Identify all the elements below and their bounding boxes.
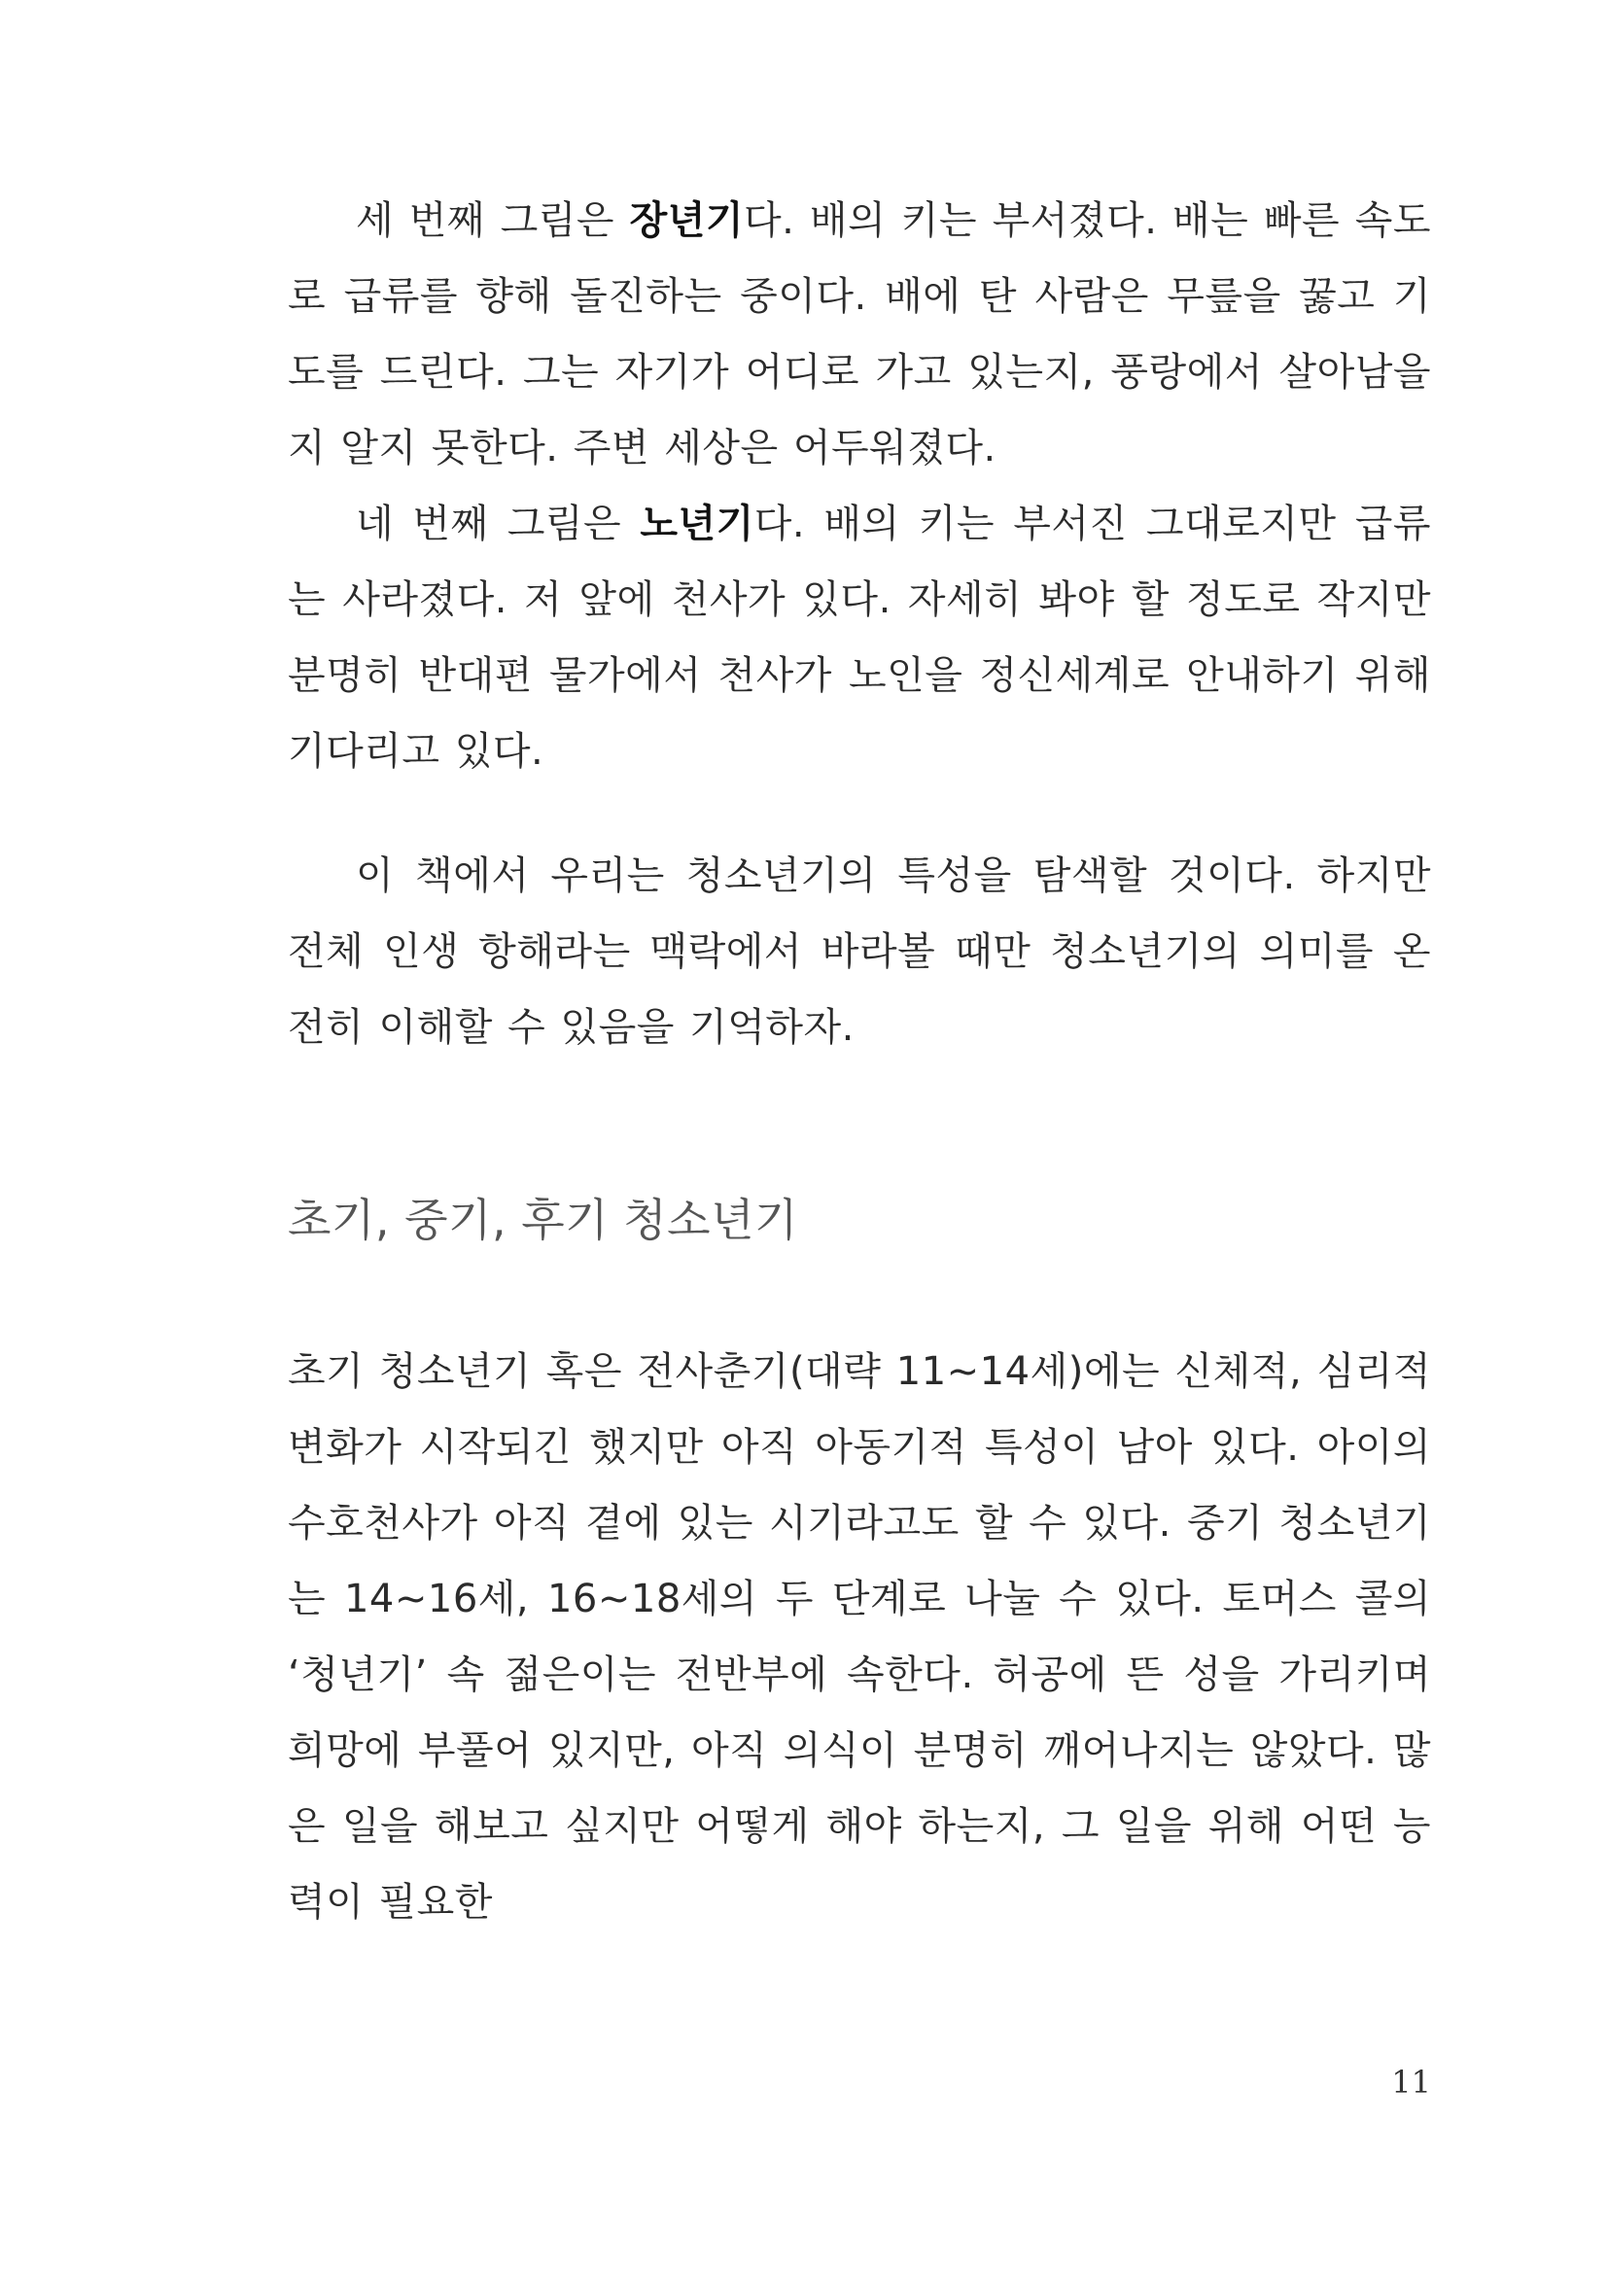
paragraph-text: 다. 배의 키는 부서졌다. 배는 빠른 속도로 급류를 향해 돌진하는 중이다. 배에 탄 사람은 무릎을 꿇고 기도를 드린다. 그는 자기가 어디로 가고 있는지, 풍랑에서 살아남을지 알지 못한다. 주변 세상은 어두워졌다. bbox=[288, 198, 1431, 470]
paragraph-fourth-picture bbox=[288, 486, 1431, 789]
paragraph-group-life-stages bbox=[288, 183, 1431, 789]
bold-term-old-age: 노년기 bbox=[640, 502, 754, 546]
paragraph-text: 네 번째 그림은 bbox=[356, 502, 641, 546]
paragraph-book-purpose: 이 책에서 우리는 청소년기의 특성을 탐색할 것이다. 하지만 전체 인생 항해라는 맥락에서 바라볼 때만 청소년기의 의미를 온전히 이해할 수 있음을 기억하자. bbox=[288, 853, 1431, 1050]
section-heading: 초기, 중기, 후기 청소년기 bbox=[288, 1194, 798, 1246]
paragraph-text: 다. 배의 키는 부서진 그대로지만 급류는 사라졌다. 저 앞에 천사가 있다. 자세히 봐야 할 정도로 작지만 분명히 반대편 물가에서 천사가 노인을 정신세계로 안내하기 위해 기다리고 있다. bbox=[288, 502, 1431, 774]
paragraph-group-book-purpose bbox=[288, 838, 1431, 1065]
page-number: 11 bbox=[1391, 2064, 1431, 2101]
paragraph-group-adolescence-stages bbox=[288, 1334, 1431, 1940]
paragraph-early-adolescence: 초기 청소년기 혹은 전사춘기(대략 11~14세)에는 신체적, 심리적 변화가 시작되긴 했지만 아직 아동기적 특성이 남아 있다. 아이의 수호천사가 아직 곁에 있는 시기라고도 할 수 있다. 중기 청소년기는 14~16세, 16~18세의 두 단계로 나눌 수 있다. 토머스 콜의 ‘청년기’ 속 젊은이는 전반부에 속한다. 허공에 뜬 성을 가리키며 희망에 부풀어 있지만, 아직 의식이 분명히 깨어나지는 않았다. 많은 일을 해보고 싶지만 어떻게 해야 하는지, 그 일을 위해 어떤 능력이 필요한 bbox=[288, 1349, 1431, 1925]
paragraph-text: 세 번째 그림은 bbox=[356, 198, 630, 243]
bold-term-middle-age: 장년기 bbox=[629, 198, 744, 243]
paragraph-third-picture bbox=[288, 183, 1431, 486]
